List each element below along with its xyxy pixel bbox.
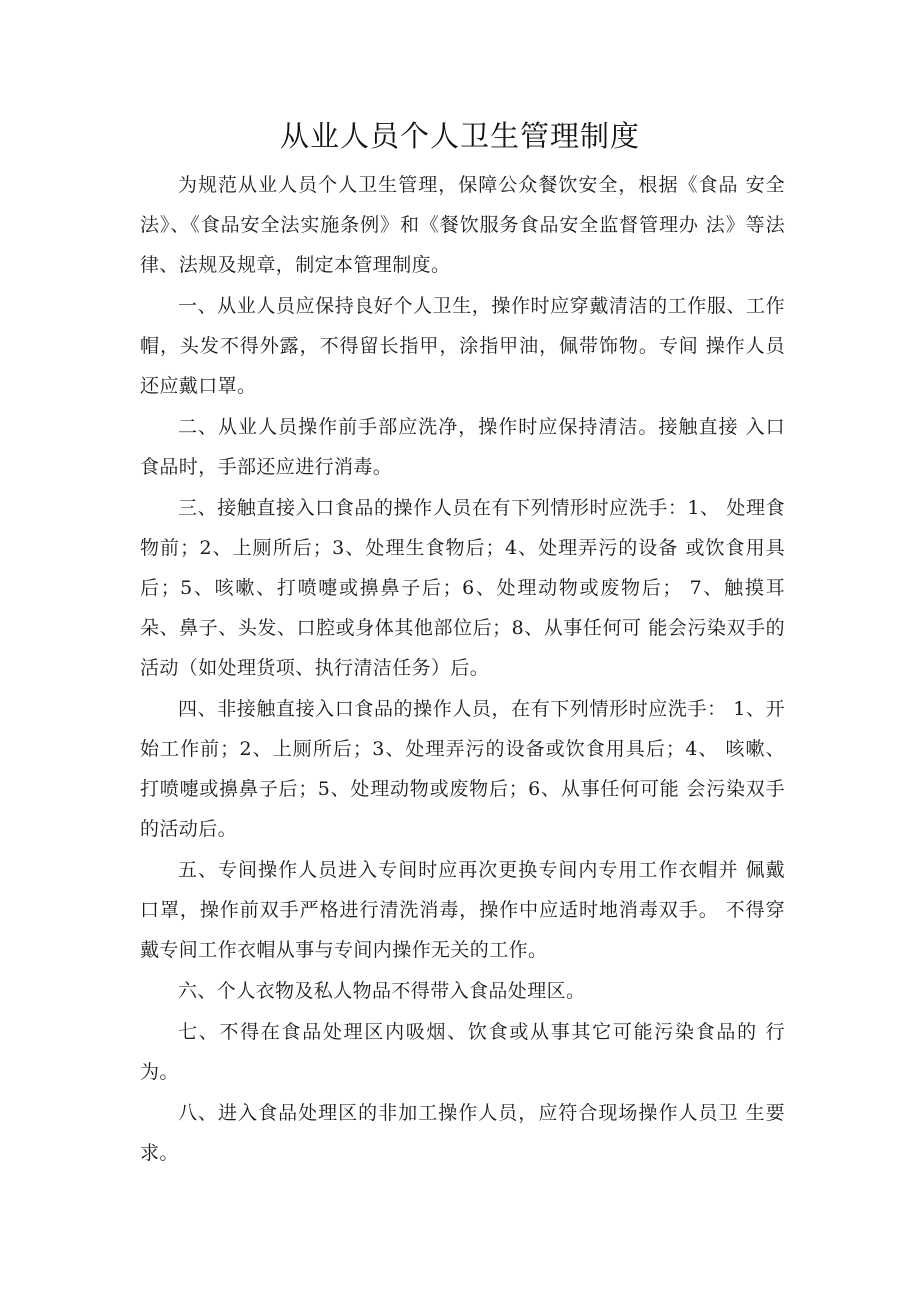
document-body: [140, 165, 785, 1174]
document-title: 从业人员个人卫生管理制度: [279, 119, 640, 153]
paragraph-rule-8: 八、进入食品处理区的非加工操作人员，应符合现场操作人员卫 生要求。: [140, 1102, 785, 1164]
paragraph-rule-4: 四、非接触直接入口食品的操作人员，在有下列情形时应洗手： 1、开始工作前；2、上厕所后；3、处理弄污的设备或饮食用具后；4、 咳嗽、打喷嚏或擤鼻子后；5、处理动物或废物后；6、从事任何可能 会污染双手的活动后。: [140, 698, 785, 840]
paragraph-rule-7: 七、不得在食品处理区内吸烟、饮食或从事其它可能污染食品的 行为。: [140, 1021, 785, 1083]
paragraph-rule-2: 二、从业人员操作前手部应洗净，操作时应保持清洁。接触直接 入口食品时，手部还应进行消毒。: [140, 416, 785, 478]
paragraph-intro: 为规范从业人员个人卫生管理，保障公众餐饮安全，根据《食品 安全法》、《食品安全法实施条例》和《餐饮服务食品安全监督管理办 法》等法律、法规及规章，制定本管理制度。: [140, 174, 785, 276]
paragraph-rule-1: 一、从业人员应保持良好个人卫生，操作时应穿戴清洁的工作服、工作帽，头发不得外露，不得留长指甲，涂指甲油，佩带饰物。专间 操作人员还应戴口罩。: [140, 295, 785, 397]
paragraph-rule-3: 三、接触直接入口食品的操作人员在有下列情形时应洗手：1、 处理食物前；2、上厕所后；3、处理生食物后；4、处理弄污的设备 或饮食用具后；5、咳嗽、打喷嚏或擤鼻子后；6、处理动物或废物后； 7、触摸耳朵、鼻子、头发、口腔或身体其他部位后；8、从事任何可 能会污染双手的活动（如处理货项、执行清洁任务）后。: [140, 497, 785, 679]
paragraph-rule-5: 五、专间操作人员进入专间时应再次更换专间内专用工作衣帽并 佩戴口罩，操作前双手严格进行清洗消毒，操作中应适时地消毒双手。 不得穿戴专间工作衣帽从事与专间内操作无关的工作。: [140, 859, 785, 961]
paragraph-rule-6: 六、个人衣物及私人物品不得带入食品处理区。: [178, 980, 586, 1002]
